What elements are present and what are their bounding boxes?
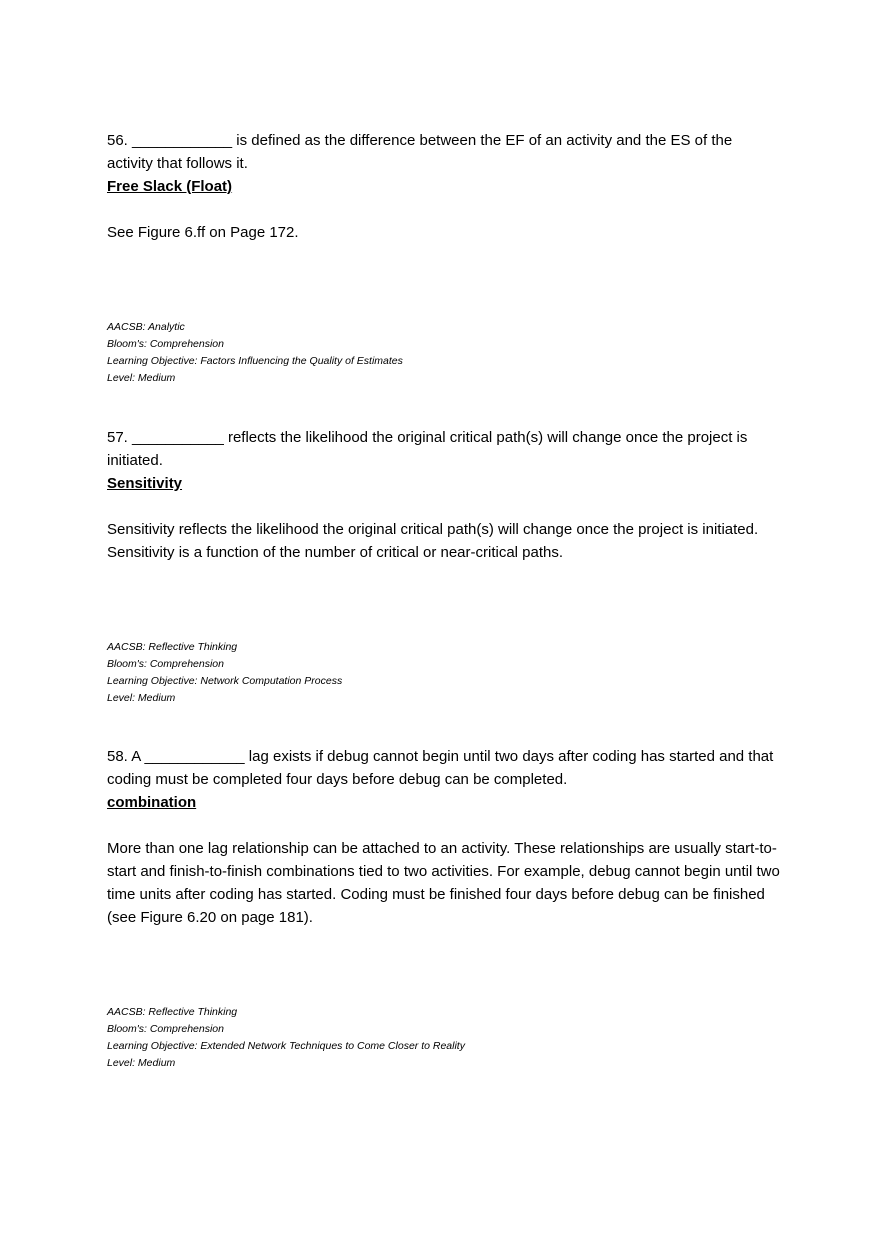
learning-objective-tag: Learning Objective: Network Computation Process [107, 675, 343, 687]
question-58 [107, 745, 782, 929]
question-text: 58. A ____________ lag exists if debug cannot begin until two days after coding has started and that coding must be completed four days before debug can be completed. [107, 748, 774, 788]
aacsb-tag: AACSB: Analytic [107, 321, 185, 333]
answer-text: Sensitivity [107, 475, 183, 492]
explanation-text: See Figure 6.ff on Page 172. [107, 224, 299, 241]
explanation-text: Sensitivity reflects the likelihood the original critical path(s) will change once the project is initiated. Sensitivity is a function of the number of critical or near-critical paths. [107, 521, 759, 561]
answer-text: Free Slack (Float) [107, 178, 233, 195]
question-56-metadata [107, 319, 707, 387]
question-58-metadata [107, 1004, 707, 1072]
question-57 [107, 426, 782, 564]
aacsb-tag: AACSB: Reflective Thinking [107, 1006, 238, 1018]
question-text: 56. ____________ is defined as the difference between the EF of an activity and the ES of the activity that follows it. [107, 132, 733, 172]
learning-objective-tag: Learning Objective: Factors Influencing the Quality of Estimates [107, 355, 403, 367]
level-tag: Level: Medium [107, 372, 176, 384]
blooms-tag: Bloom's: Comprehension [107, 1023, 224, 1035]
question-56 [107, 129, 782, 244]
aacsb-tag: AACSB: Reflective Thinking [107, 641, 238, 653]
answer-text: combination [107, 794, 197, 811]
blooms-tag: Bloom's: Comprehension [107, 338, 224, 350]
learning-objective-tag: Learning Objective: Extended Network Techniques to Come Closer to Reality [107, 1040, 465, 1052]
question-57-metadata [107, 639, 707, 707]
level-tag: Level: Medium [107, 692, 176, 704]
explanation-text: More than one lag relationship can be attached to an activity. These relationships are usually start-to-start and finish-to-finish combinations tied to two activities. For example, debug cannot begin until two time units after coding has started. Coding must be finished four days before debug can be finished (see Figure 6.20 on page 181). [107, 840, 780, 926]
question-text: 57. ___________ reflects the likelihood the original critical path(s) will change once the project is initiated. [107, 429, 748, 469]
blooms-tag: Bloom's: Comprehension [107, 658, 224, 670]
level-tag: Level: Medium [107, 1057, 176, 1069]
